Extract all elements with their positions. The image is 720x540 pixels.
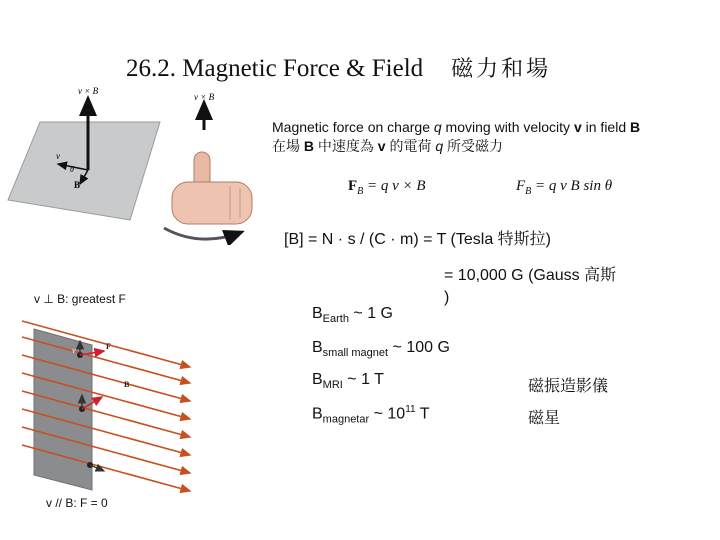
intro-text: [272, 118, 640, 156]
example-value: ~ 1 T: [342, 371, 384, 388]
field-symbol: B: [630, 119, 641, 135]
panel-v-label: v: [72, 346, 76, 355]
field-symbol: B: [303, 138, 315, 154]
formula-F: F: [348, 178, 358, 194]
example-unit: T: [415, 405, 430, 423]
example-symbol: B: [312, 371, 323, 388]
gauss-line-1: = 10,000 G (Gauss 高斯: [444, 267, 617, 284]
gauss-line-2: ): [444, 289, 450, 306]
formula-sub: B: [525, 186, 532, 197]
example-value: ~ 1 G: [348, 305, 393, 322]
panel-F-label: F: [106, 342, 111, 351]
example-subscript: MRI: [322, 379, 343, 392]
formula-F: F: [516, 178, 526, 194]
right-hand-rule-illustration: [160, 90, 270, 245]
example-magnetar: [312, 404, 430, 426]
vector-force-formula: [348, 178, 426, 197]
title-cjk: 磁力和場: [451, 57, 552, 82]
gauss-conversion: [444, 265, 616, 309]
cross-hand-label: v × B: [194, 92, 215, 102]
velocity-symbol: v: [377, 138, 386, 154]
magnitude-force-formula: [516, 178, 612, 197]
example-value: ~ 100 G: [388, 339, 450, 356]
intro-text-part: moving with velocity: [441, 119, 574, 135]
intro-text-part: 的電荷: [385, 138, 436, 154]
intro-line-1: [272, 118, 640, 137]
v-label: v: [56, 151, 60, 161]
example-symbol: B: [312, 339, 323, 356]
example-mri-note: 磁振造影儀: [528, 378, 609, 395]
example-value: ~ 10: [369, 405, 406, 423]
example-small-magnet: [312, 339, 450, 359]
field-units-line: [B] = N · s / (C · m) = T (Tesla 特斯拉): [284, 231, 551, 248]
intro-text-part: in field: [581, 119, 630, 135]
intro-text-part: 中速度為: [314, 138, 378, 154]
formula-rhs: = q v B sin θ: [531, 178, 613, 194]
curl-arrow: [164, 228, 242, 239]
example-magnetar-note: 磁星: [528, 410, 561, 427]
example-subscript: Earth: [322, 313, 349, 326]
plane-shape: [8, 122, 160, 220]
example-symbol: B: [312, 305, 323, 322]
example-mri: [312, 371, 384, 391]
example-earth: [312, 305, 393, 325]
formula-rhs: = q v × B: [363, 178, 426, 194]
theta-label: θ: [70, 165, 74, 174]
example-subscript: magnetar: [322, 413, 370, 426]
cross-top-label: v × B: [78, 86, 99, 96]
example-exponent: 11: [405, 404, 416, 415]
title-main: 26.2. Magnetic Force & Field: [126, 55, 424, 82]
intro-text-part: 所受磁力: [443, 138, 504, 154]
velocity-symbol: v: [573, 119, 582, 135]
formula-sub: B: [357, 186, 364, 197]
field-panel-diagram: [20, 315, 210, 495]
intro-text-part: 在場: [272, 138, 304, 154]
intro-line-2: [272, 137, 640, 156]
example-symbol: B: [312, 405, 323, 423]
page-title: [126, 52, 551, 83]
charge-symbol: q: [435, 138, 444, 154]
intro-text-part: Magnetic force on charge: [272, 119, 434, 135]
parallel-caption: v // B: F = 0: [46, 496, 108, 510]
B-label: B: [74, 180, 81, 190]
panel-B-label: B: [124, 380, 130, 389]
example-subscript: small magnet: [322, 347, 389, 360]
cross-product-plane-diagram: [0, 80, 170, 230]
perpendicular-caption: v ⊥ B: greatest F: [34, 292, 126, 306]
charge-symbol: q: [433, 119, 442, 135]
